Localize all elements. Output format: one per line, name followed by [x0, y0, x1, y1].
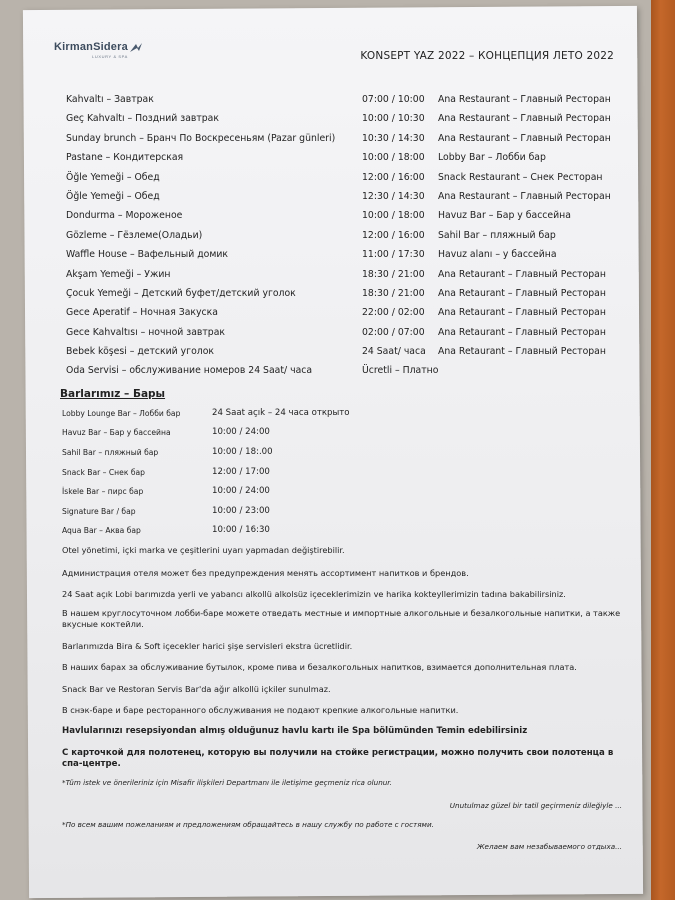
schedule-item-place: Ana Retaurant – Главный Ресторан — [438, 346, 606, 358]
schedule-item-name: Bebek köşesi – детский уголок — [66, 346, 214, 358]
schedule-row — [60, 90, 630, 109]
schedule-item-name: Gece Kahvaltısı – ночной завтрак — [66, 326, 226, 338]
note-line: Администрация отеля может без предупреждения менять ассортимент напитков и брендов. — [62, 568, 469, 579]
schedule-row — [60, 284, 630, 303]
bar-hours: 10:00 / 24:00 — [212, 427, 270, 438]
schedule-row — [60, 187, 630, 206]
schedule-item-time: 12:00 / 16:00 — [362, 171, 425, 183]
bars-section-title: Barlarımız – Бары — [60, 387, 166, 400]
schedule-item-time: 10:00 / 18:00 — [362, 210, 425, 222]
logo-tagline: LUXURY & SPA — [92, 54, 128, 59]
schedule-item-time: 12:00 / 16:00 — [362, 229, 425, 241]
schedule-item-time: 18:30 / 21:00 — [362, 287, 425, 299]
bar-row — [60, 521, 630, 541]
schedule-item-name: Sunday brunch – Бранч По Воскресеньям (Pazar günleri) — [66, 132, 336, 144]
bar-row — [60, 404, 630, 424]
bar-hours: 10:00 / 24:00 — [212, 486, 270, 497]
schedule-item-place: Lobby Bar – Лобби бар — [438, 152, 546, 164]
note-line: 24 Saat açık Lobi barımızda yerli ve yabancı alkollü alkolsüz içeceklerimizin ve harika kokteyllerimizin tadına bakabilirsiniz. — [62, 589, 566, 600]
schedule-item-time: 02:00 / 07:00 — [362, 326, 425, 338]
menu-content — [60, 90, 630, 852]
bar-name: Signature Bar / бар — [62, 506, 136, 516]
schedule-row — [60, 361, 630, 380]
footer-request-tr: *Tüm istek ve önerileriniz için Misafir ilişkileri Departmanı ile iletişime geçmeniz rica olunur. — [62, 778, 392, 788]
bar-name: Havuz Bar – Бар у бассейна — [62, 428, 171, 438]
schedule-item-time: 10:00 / 18:00 — [362, 152, 425, 164]
bar-hours: 10:00 / 16:30 — [212, 525, 270, 536]
schedule-item-time: 18:30 / 21:00 — [362, 268, 425, 280]
schedule-item-time: 11:00 / 17:30 — [362, 249, 425, 261]
schedule-row — [60, 303, 630, 322]
bars-list — [60, 404, 630, 541]
bar-row — [60, 423, 630, 443]
schedule-row — [60, 245, 630, 264]
schedule-item-place: Ana Retaurant – Главный Ресторан — [438, 307, 606, 319]
schedule-row — [60, 226, 630, 245]
schedule-item-place: Ana Restaurant – Главный Ресторан — [438, 94, 611, 105]
page-title: KONSEPT YAZ 2022 – КОНЦЕПЦИЯ ЛЕТО 2022 — [360, 50, 614, 62]
schedule-item-place: Ana Retaurant – Главный Ресторан — [438, 326, 606, 338]
schedule-item-name: Gözleme – Гёзлеме(Оладьи) — [66, 229, 203, 241]
footer-wish-tr: Unutulmaz güzel bir tatil geçirmeniz dileğiyle ... — [449, 801, 622, 811]
schedule-item-place: Snack Restaurant – Снек Ресторан — [438, 171, 603, 183]
schedule-row — [60, 129, 630, 148]
footer-wish-ru: Желаем вам незабываемого отдыха... — [476, 842, 622, 852]
schedule-item-name: Pastane – Кондитерская — [66, 152, 184, 164]
schedule-item-place: Ana Retaurant – Главный Ресторан — [438, 268, 606, 280]
logo-brand-name: KirmanSidera — [54, 41, 128, 53]
bar-row — [60, 502, 630, 522]
note-line: Barlarımızda Bira & Soft içecekler harici şişe servisleri ekstra ücretlidir. — [62, 641, 353, 652]
schedule-item-name: Kahvaltı – Завтрак — [66, 94, 154, 105]
bar-row — [60, 482, 630, 502]
schedule-item-place: Sahil Bar – пляжный бар — [438, 229, 556, 241]
schedule-item-place: Havuz alanı – у бассейна — [438, 249, 557, 261]
bar-hours: 10:00 / 18:.00 — [212, 447, 273, 458]
schedule-item-time: 12:30 / 14:30 — [362, 190, 425, 202]
schedule-item-time: 07:00 / 10:00 — [362, 94, 425, 105]
schedule-row — [60, 323, 630, 342]
schedule-item-name: Çocuk Yemeği – Детский буфет/детский уголок — [66, 287, 296, 299]
schedule-item-name: Öğle Yemeği – Обед — [66, 190, 160, 202]
schedule-item-time: 22:00 / 02:00 — [362, 307, 425, 319]
bar-hours: 12:00 / 17:00 — [212, 466, 270, 477]
schedule-item-place: Ana Restaurant – Главный Ресторан — [438, 190, 611, 202]
notes-block — [60, 545, 630, 716]
note-line: В снэк-баре и баре ресторанного обслуживания не подают крепкие алкогольные напитки. — [62, 705, 459, 716]
note-line: Otel yönetimi, içki marka ve çeşitlerini uyarı yapmadan değiştirebilir. — [62, 545, 345, 556]
towel-note: Havlularınızı resepsiyondan almış olduğunuz havlu kartı ile Spa bölümünden Temin edebilirsiniz — [62, 726, 528, 737]
schedule-item-time: 10:00 / 10:30 — [362, 113, 425, 125]
schedule-row — [60, 206, 630, 225]
note-line: В нашем круглосуточном лобби-баре можете отведать местные и импортные алкогольные и безалкогольные напитки, а также вкусные коктейли. — [62, 608, 621, 630]
schedule-item-name: Akşam Yemeği – Ужин — [66, 268, 171, 280]
note-line: В наших барах за обслуживание бутылок, кроме пива и безалкогольных напитков, взимается дополнительная плата. — [62, 662, 577, 673]
note-line: Snack Bar ve Restoran Servis Bar'da ağır alkollü içkiler sunulmaz. — [62, 684, 331, 695]
bird-logo-icon — [129, 42, 143, 54]
bar-name: Snack Bar – Снек бар — [62, 467, 145, 477]
schedule-row — [60, 109, 630, 128]
footer-request-ru: *По всем вашим пожеланиям и предложениям обращайтесь в нашу службу по работе с гостями. — [62, 820, 434, 830]
bar-name: Lobby Lounge Bar – Лобби бар — [62, 408, 181, 418]
schedule-item-place: Ana Restaurant – Главный Ресторан — [438, 132, 611, 144]
schedule-item-name: Gece Aperatif – Ночная Закуска — [66, 307, 218, 319]
wooden-surface — [651, 0, 675, 900]
schedule-item-name: Geç Kahvaltı – Поздний завтрак — [66, 113, 219, 125]
bar-row — [60, 463, 630, 483]
schedule-item-place: Ana Retaurant – Главный Ресторан — [438, 287, 606, 299]
schedule-row — [60, 265, 630, 284]
schedule-row — [60, 342, 630, 361]
schedule-item-name: Dondurma – Мороженое — [66, 210, 183, 222]
schedule-row — [60, 148, 630, 167]
schedule-row — [60, 168, 630, 187]
schedule-item-name: Oda Servisi – обслуживание номеров 24 Saat/ часа — [66, 365, 313, 377]
schedule-item-name: Öğle Yemeği – Обед — [66, 171, 160, 183]
footer — [60, 778, 630, 852]
schedule-item-time: 24 Saat/ часа — [362, 346, 426, 358]
bar-name: Sahil Bar – пляжный бар — [62, 448, 159, 458]
bar-row — [60, 443, 630, 463]
schedule-item-time: 10:30 / 14:30 — [362, 132, 425, 144]
bar-hours: 10:00 / 23:00 — [212, 505, 270, 516]
schedule-item-name: Waffle House – Вафельный домик — [66, 249, 229, 261]
sheet-header — [54, 42, 614, 72]
schedule-item-place: Havuz Bar – Бар у бассейна — [438, 210, 571, 222]
hotel-logo — [54, 42, 143, 59]
towel-note: С карточкой для полотенец, которую вы получили на стойке регистрации, можно получить свои полотенца в спа-центре. — [62, 748, 614, 770]
schedule-item-time: Ücretli – Платно — [362, 365, 439, 377]
towel-notes — [60, 726, 630, 770]
dining-schedule — [60, 90, 630, 381]
schedule-item-place: Ana Restaurant – Главный Ресторан — [438, 113, 611, 125]
bar-name: İskele Bar – пирс бар — [62, 487, 144, 497]
bar-name: Aqua Bar – Аква бар — [62, 526, 141, 536]
bar-hours: 24 Saat açık – 24 часа открыто — [212, 407, 350, 418]
